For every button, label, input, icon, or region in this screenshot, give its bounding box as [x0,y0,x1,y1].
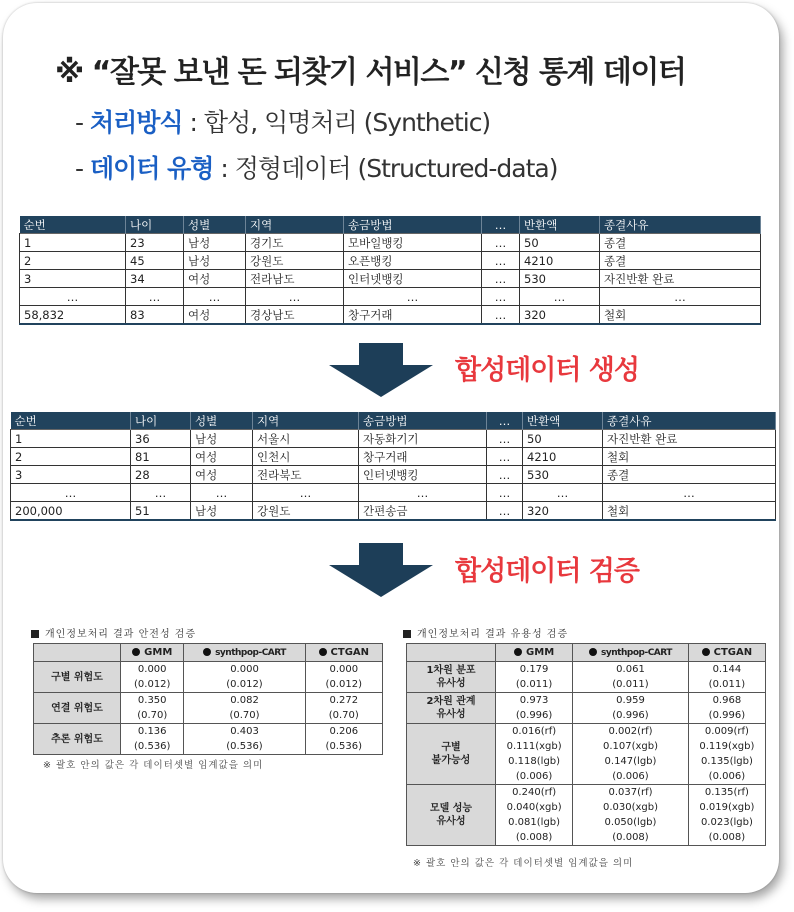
table-cell: 강원도 [253,502,359,521]
table-cell: 45 [126,252,184,270]
metric-value: (0.70) [184,708,305,724]
metric-value: 0.111(xgb) [496,739,573,754]
metric-value: 0.107(xgb) [573,739,689,754]
slide-card [3,3,779,893]
metric-value: 0.050(lgb) [573,815,689,830]
metric-value: (0.70) [121,708,184,724]
metric-value: (0.011) [496,677,573,693]
table-cell: … [126,288,184,306]
table-cell: 여성 [191,448,253,466]
metric-value: (0.008) [496,830,573,846]
column-header: … [482,216,520,234]
table-cell: … [520,288,600,306]
table-cell: 인터넷뱅킹 [344,270,482,288]
metric-value: 0.968 [688,693,765,709]
column-header: … [487,412,523,430]
metric-value: (0.536) [305,739,382,755]
metric-value: 0.081(lgb) [496,815,573,830]
down-arrow-shaft [359,343,403,365]
model-name: synthpop-CART [215,648,286,658]
metric-value: (0.008) [573,830,689,846]
table-cell: 자동화기기 [359,430,487,448]
table-cell: 경기도 [246,234,344,252]
model-name: synthpop-CART [601,648,672,658]
bullet-dash: - [75,154,84,183]
table-cell: … [487,430,523,448]
table-cell: … [600,288,761,306]
table-header-row [407,644,766,662]
table-row [407,693,766,709]
metric-label: 2차원 관계 유사성 [407,693,496,724]
bullet-key: 처리방식 [89,108,183,137]
square-bullet-icon [403,630,411,638]
synthetic-data-table [10,412,776,521]
table-cell: … [482,288,520,306]
metric-value: 0.023(lgb) [688,815,765,830]
metric-value: 0.240(rf) [496,785,573,801]
table-cell: 철회 [603,502,776,521]
column-header: 순번 [11,412,131,430]
model-name: CTGAN [330,647,370,658]
metric-value: 0.350 [121,693,184,709]
table-cell: 51 [131,502,191,521]
metric-value: 0.119(xgb) [688,739,765,754]
metric-value: 0.019(xgb) [688,800,765,815]
metric-value: 0.206 [305,724,382,740]
column-header: 반환액 [520,216,600,234]
table-cell: 3 [11,466,131,484]
corner-header [407,644,496,662]
model-name: CTGAN [713,647,753,658]
table-cell: 1 [11,430,131,448]
corner-header [34,644,121,662]
column-header: 성별 [191,412,253,430]
table-cell: 창구거래 [359,448,487,466]
table-cell: 58,832 [20,306,126,325]
table-cell: 종결 [600,234,761,252]
table-cell: 28 [131,466,191,484]
safety-footnote: ※ 괄호 안의 값은 각 데이터셋별 임계값을 의미 [43,760,264,771]
table-header-row [34,644,383,662]
column-header: 나이 [131,412,191,430]
bullet-dot-icon [132,648,140,656]
table-cell: 2 [20,252,126,270]
table-row [20,288,761,306]
table-cell: 강원도 [246,252,344,270]
table-cell: 철회 [603,448,776,466]
metric-value: (0.996) [688,708,765,724]
metric-value: 0.403 [184,724,305,740]
table-cell: 34 [126,270,184,288]
table-cell: 530 [520,270,600,288]
table-cell: 오픈뱅킹 [344,252,482,270]
safety-validation-table [33,643,383,755]
model-header [121,644,184,662]
table-cell: 50 [520,234,600,252]
metric-value: 0.147(lgb) [573,754,689,769]
table-cell: 전라남도 [246,270,344,288]
table-cell: 36 [131,430,191,448]
metric-value: (0.011) [688,677,765,693]
table-row [407,662,766,678]
table-row [11,430,776,448]
table-cell: … [487,448,523,466]
metric-label: 연결 위험도 [34,693,121,724]
bullet-data-type [75,149,557,185]
column-header: 지역 [253,412,359,430]
metric-value: (0.006) [688,769,765,785]
metric-value: 0.272 [305,693,382,709]
down-arrow-icon [329,365,433,397]
down-arrow-icon [329,565,433,597]
table-cell: … [359,484,487,502]
table-cell: 창구거래 [344,306,482,325]
utility-table-title: 개인정보처리 결과 유용성 검증 [403,625,568,640]
table-cell: … [191,484,253,502]
metric-value: 0.179 [496,662,573,678]
table-cell: 자진반환 완료 [603,430,776,448]
table-cell: 여성 [191,466,253,484]
metric-label: 1차원 분포 유사성 [407,662,496,693]
metric-label: 구별 불가능성 [407,724,496,785]
table-cell: 종결 [600,252,761,270]
table-cell: 여성 [184,306,246,325]
down-arrow-shaft [359,543,403,565]
metric-value: 0.037(rf) [573,785,689,801]
table-cell: 50 [523,430,603,448]
square-bullet-icon [31,630,39,638]
metric-label: 구별 위험도 [34,662,121,693]
metric-value: 0.002(rf) [573,724,689,740]
metric-value: 0.082 [184,693,305,709]
table-cell: 인터넷뱅킹 [359,466,487,484]
table-row [34,693,383,709]
table-cell: 남성 [184,234,246,252]
original-data-table [19,216,761,325]
metric-value: (0.006) [496,769,573,785]
column-header: 송금방법 [344,216,482,234]
column-header: 종결사유 [603,412,776,430]
table-cell: 3 [20,270,126,288]
table-row [11,502,776,521]
table-cell: 530 [523,466,603,484]
model-header [184,644,305,662]
metric-value: 0.016(rf) [496,724,573,740]
table-cell: … [482,270,520,288]
table-cell: … [603,484,776,502]
table-cell: … [131,484,191,502]
table-cell: 남성 [184,252,246,270]
bullet-dot-icon [589,648,597,656]
bullet-dot-icon [319,648,327,656]
table-cell: 23 [126,234,184,252]
table-cell: … [487,484,523,502]
bullet-dot-icon [514,648,522,656]
metric-value: 0.040(xgb) [496,800,573,815]
metric-value: 0.000 [184,662,305,678]
column-header: 송금방법 [359,412,487,430]
table-row [407,785,766,801]
metric-value: (0.011) [573,677,689,693]
table-cell: … [482,252,520,270]
model-header [496,644,573,662]
table-cell: 여성 [184,270,246,288]
metric-value: 0.000 [305,662,382,678]
column-header: 종결사유 [600,216,761,234]
table-row [407,724,766,740]
table-cell: 83 [126,306,184,325]
table-cell: 모바일뱅킹 [344,234,482,252]
table-row [11,448,776,466]
table-row [11,484,776,502]
metric-value: 0.136 [121,724,184,740]
table-cell: 1 [20,234,126,252]
column-header: 나이 [126,216,184,234]
table-row [34,724,383,740]
table-cell: … [253,484,359,502]
table-cell: 200,000 [11,502,131,521]
validation-step-label: 합성데이터 검증 [455,556,639,587]
metric-value: (0.012) [184,677,305,693]
page-title: ※ “잘못 보낸 돈 되찾기 서비스” 신청 통계 데이터 [55,55,686,90]
metric-value: (0.996) [496,708,573,724]
table-cell: 경상남도 [246,306,344,325]
synthesis-step-label: 합성데이터 생성 [455,355,639,386]
safety-table-title: 개인정보처리 결과 안전성 검증 [31,625,196,640]
table-cell: 4210 [520,252,600,270]
column-header: 반환액 [523,412,603,430]
table-cell: 서울시 [253,430,359,448]
table-cell: 남성 [191,430,253,448]
metric-value: (0.536) [184,739,305,755]
table-cell: 자진반환 완료 [600,270,761,288]
table-cell: 320 [523,502,603,521]
metric-value: (0.008) [688,830,765,846]
table-cell: 종결 [603,466,776,484]
model-header [688,644,765,662]
table-row [34,662,383,678]
model-header [305,644,382,662]
utility-validation-table [406,643,766,846]
table-row [11,466,776,484]
table-row [20,306,761,325]
table-header-row [20,216,761,234]
metric-value: 0.000 [121,662,184,678]
table-cell: … [11,484,131,502]
bullet-dot-icon [203,648,211,656]
utility-footnote: ※ 괄호 안의 값은 각 데이터셋별 임계값을 의미 [413,858,634,869]
table-cell: 4210 [523,448,603,466]
table-row [20,252,761,270]
table-cell: 남성 [191,502,253,521]
table-cell: 81 [131,448,191,466]
bullet-dash: - [75,108,84,137]
metric-label: 추론 위험도 [34,724,121,755]
table-cell: … [487,466,523,484]
table-header-row [11,412,776,430]
table-cell: … [344,288,482,306]
table-cell: 320 [520,306,600,325]
model-header [573,644,689,662]
column-header: 순번 [20,216,126,234]
metric-value: 0.009(rf) [688,724,765,740]
column-header: 지역 [246,216,344,234]
metric-label: 모델 성능 유사성 [407,785,496,846]
metric-value: 0.144 [688,662,765,678]
metric-value: (0.012) [305,677,382,693]
table-cell: 철회 [600,306,761,325]
metric-value: 0.959 [573,693,689,709]
table-cell: … [482,306,520,325]
bullet-value: : 합성, 익명처리 (Synthetic) [182,108,491,137]
model-name: GMM [526,647,555,658]
table-cell: … [20,288,126,306]
metric-value: 0.118(lgb) [496,754,573,769]
bullet-key: 데이터 유형 [89,154,214,183]
table-cell: … [487,502,523,521]
table-cell: … [184,288,246,306]
table-row [20,234,761,252]
model-name: GMM [144,647,173,658]
table-cell: … [246,288,344,306]
table-cell: … [523,484,603,502]
metric-value: 0.135(rf) [688,785,765,801]
table-cell: 간편송금 [359,502,487,521]
metric-value: 0.030(xgb) [573,800,689,815]
table-row [20,270,761,288]
column-header: 성별 [184,216,246,234]
metric-value: (0.006) [573,769,689,785]
table-cell: 인천시 [253,448,359,466]
metric-value: 0.973 [496,693,573,709]
table-cell: … [482,234,520,252]
bullet-dot-icon [702,648,710,656]
bullet-value: : 정형데이터 (Structured-data) [213,154,558,183]
metric-value: 0.135(lgb) [688,754,765,769]
metric-value: 0.061 [573,662,689,678]
metric-value: (0.70) [305,708,382,724]
metric-value: (0.536) [121,739,184,755]
metric-value: (0.996) [573,708,689,724]
table-cell: 2 [11,448,131,466]
bullet-processing-method [75,103,490,139]
metric-value: (0.012) [121,677,184,693]
table-cell: 전라북도 [253,466,359,484]
